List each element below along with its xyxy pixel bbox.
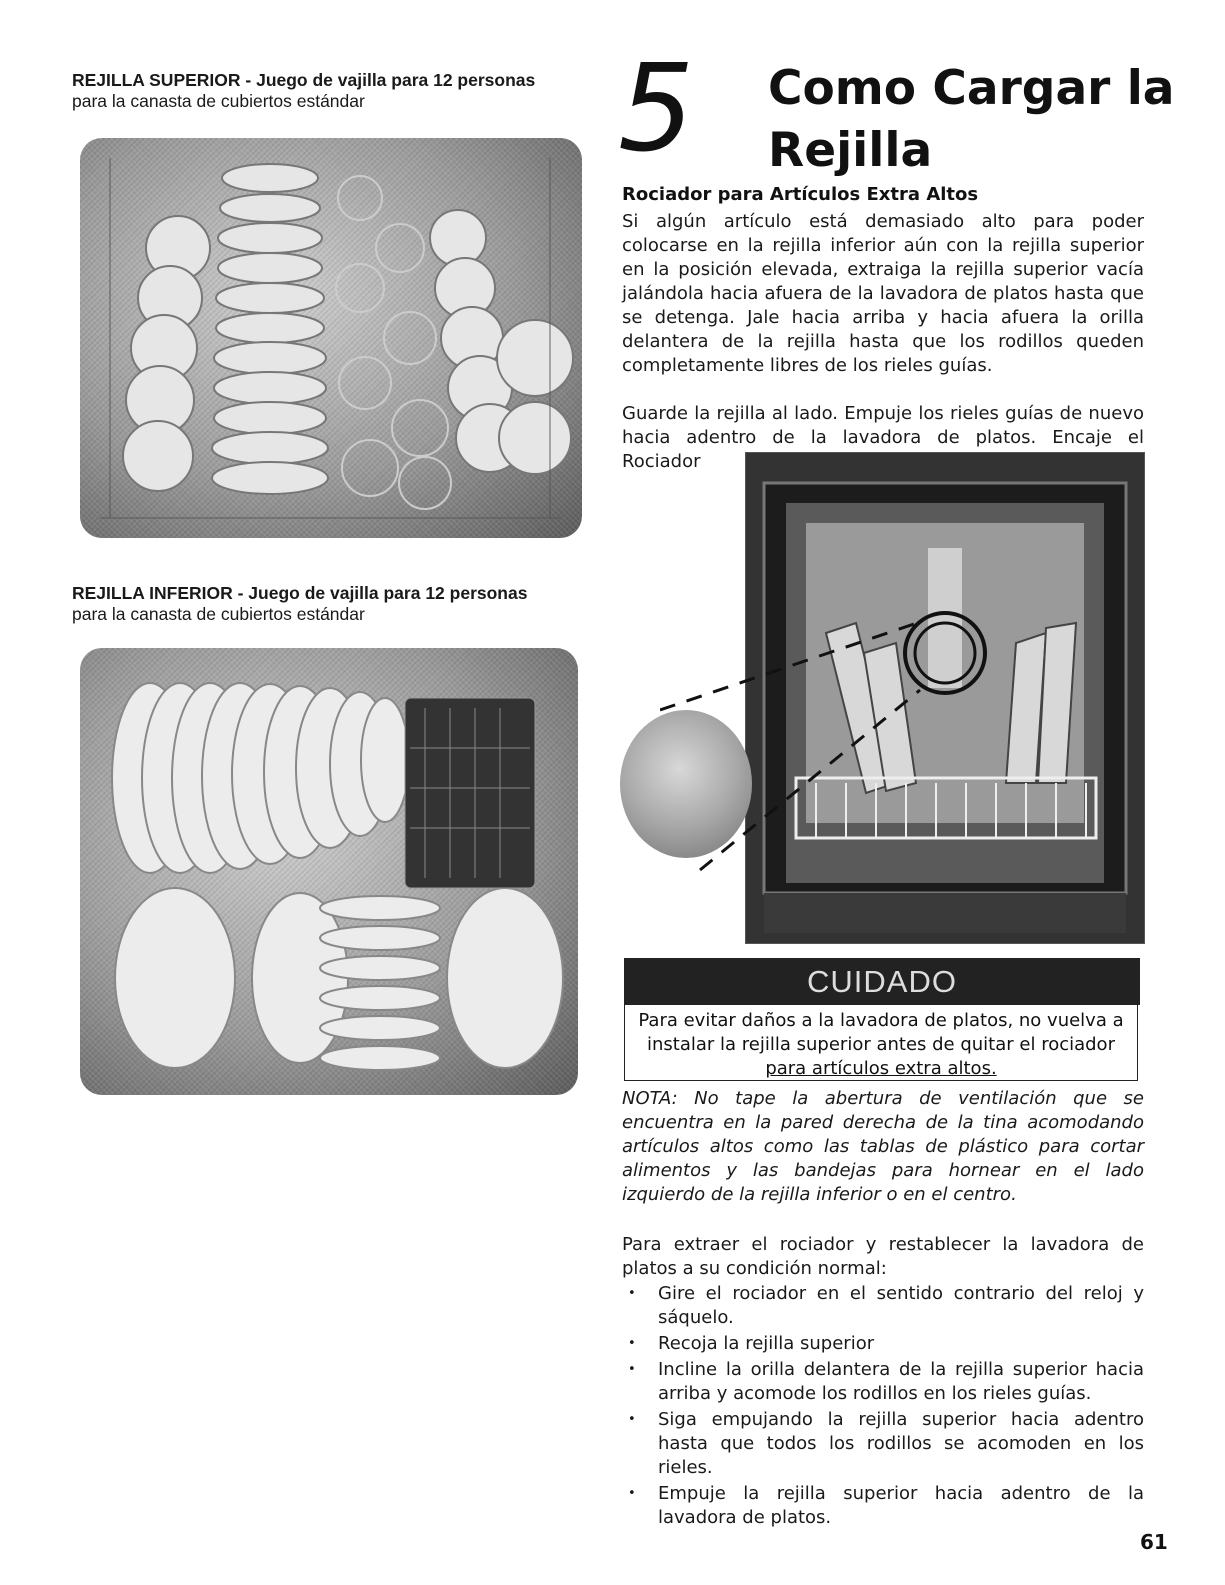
list-item: • Recoja la rejilla superior (622, 1332, 1144, 1356)
section-subhead: Rociador para Artículos Extra Altos (622, 184, 979, 205)
list-item: • Empuje la rejilla superior hacia adentro de la lavadora de platos. (622, 1482, 1144, 1530)
page-number: 61 (1140, 1530, 1168, 1554)
upper-rack-photo (80, 138, 582, 538)
chapter-number: 5 (618, 40, 695, 179)
page-title-line1: Como Cargar la (768, 61, 1175, 116)
removal-intro: Para extraer el rociador y restablecer la lavadora de platos a su condición normal: (622, 1234, 1144, 1279)
caution-line-2: instalar la rejilla superior antes de quitar el rociador (647, 1034, 1115, 1055)
section-paragraph-1: Si algún artículo está demasiado alto para poder colocarse en la rejilla inferior aún con la rejilla superior en la posición elevada, extraiga la rejilla superior vacía jalándola hacia afuera de la lavadora de platos hasta que se detenga. Jale hacia arriba y hacia afuera la orilla delantera de la rejilla hasta que los rodillos queden completamente libres de los rieles guías. (622, 211, 1144, 376)
page-title-line2: Rejilla (768, 123, 933, 178)
page-title (768, 58, 1208, 182)
upper-rack-caption-title: REJILLA SUPERIOR - Juego de vajilla para 12 personas (72, 70, 536, 90)
removal-steps-list (622, 1282, 1144, 1532)
list-item: • Gire el rociador en el sentido contrario del reloj y sáquelo. (622, 1282, 1144, 1330)
lower-rack-photo (80, 648, 578, 1095)
lower-rack-caption-subtitle: para la canasta de cubiertos estándar (72, 604, 365, 624)
callout-dashed-lines (660, 600, 960, 880)
upper-rack-caption-subtitle: para la canasta de cubiertos estándar (72, 91, 365, 111)
note-paragraph: NOTA: No tape la abertura de ventilación que se encuentra en la pared derecha de la tina acomodando artículos altos como las tablas de plástico para cortar alimentos y las bandejas para hornear en el lado izquierdo de la rejilla inferior o en el centro. (622, 1088, 1144, 1205)
caution-message (624, 1005, 1138, 1081)
lower-rack-caption-title: REJILLA INFERIOR - Juego de vajilla para 12 personas (72, 583, 528, 603)
caution-banner: CUIDADO (624, 958, 1140, 1005)
section-paragraph-2: Guarde la rejilla al lado. Empuje los rieles guías de nuevo hacia adentro de la lavadora de platos. Encaje el Rociador (622, 403, 1144, 472)
caution-line-1: Para evitar daños a la lavadora de platos, no vuelva a (638, 1010, 1124, 1031)
lower-rack-caption (72, 583, 572, 625)
upper-rack-caption (72, 70, 572, 112)
list-item: • Siga empujando la rejilla superior hacia adentro hasta que todos los rodillos se acomoden en los rieles. (622, 1408, 1144, 1480)
list-item: • Incline la orilla delantera de la rejilla superior hacia arriba y acomode los rodillos en los rieles guías. (622, 1358, 1144, 1406)
caution-line-3: para artículos extra altos. (765, 1058, 997, 1079)
